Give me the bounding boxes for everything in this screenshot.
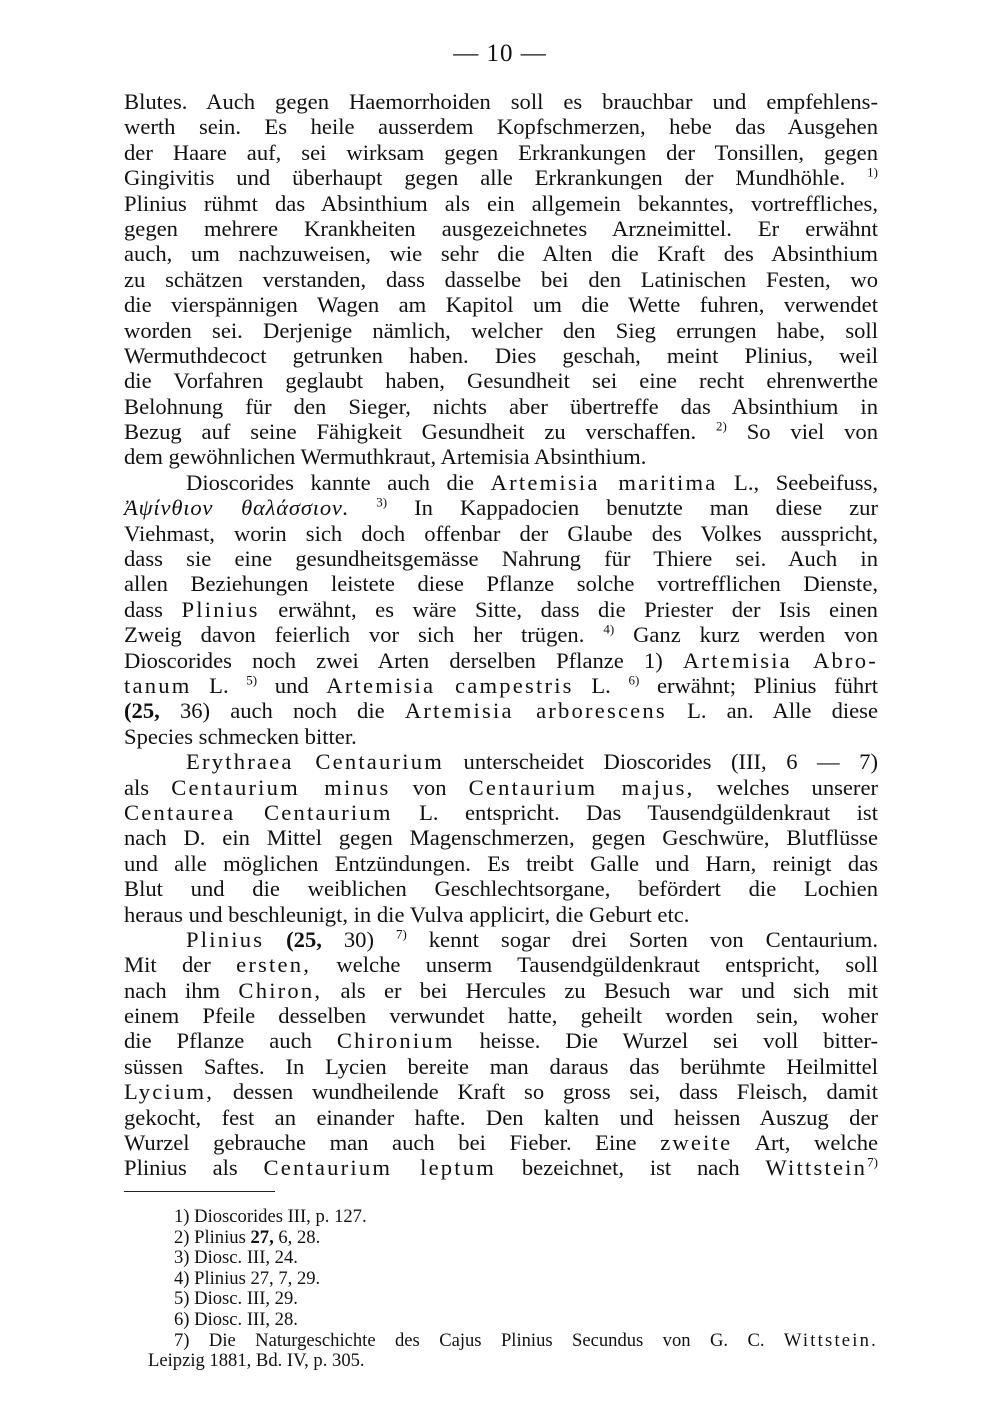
bold-number: 27, [250, 1226, 274, 1248]
footnote: 5) Diosc. III, 29. [174, 1288, 298, 1310]
text-line: Species schmecken bitter. [124, 723, 357, 749]
emphasis: zweite [660, 1130, 733, 1156]
author-name: Wittstein [765, 1155, 868, 1181]
text-line: Ἀψίνθιον θαλάσσιον. $^{3)}$ In Kappadocien benutzte man diese zur [124, 494, 878, 521]
footnote-continuation: Leipzig 1881, Bd. IV, p. 305. [148, 1350, 365, 1372]
footnote-divider [124, 1191, 275, 1192]
footnote: 2) Plinius 27, 6, 28. [174, 1226, 321, 1248]
text-line: dass sie eine gesundheitsgemässe Nahrung für Thiere sei. Auch in [124, 546, 878, 572]
footnote-ref: 5) [246, 672, 258, 688]
text-line: heraus und beschleunigt, in die Vulva applicirt, die Geburt etc. [124, 901, 690, 927]
author-name: Wittstein. [783, 1329, 878, 1351]
text-line: Viehmast, worin sich doch offenbar der Glaube des Volkes ausspricht, [124, 520, 878, 546]
main-text [124, 89, 878, 1181]
text-line: dem gewöhnlichen Wermuthkraut, Artemisia Absinthium. [124, 444, 647, 470]
species-name: Artemisia Abro- [683, 647, 878, 673]
text-line: der Haare auf, sei wirksam gegen Erkrankungen der Tonsillen, gegen [124, 139, 878, 165]
text-line: und alle möglichen Entzündungen. Es treibt Galle und Harn, reinigt das [124, 850, 878, 876]
text-line: tanum L. $^{5)}$ und Artemisia campestris L. $^{6)}$ erwähnt; Plinius führt [124, 672, 878, 698]
text-line: Plinius rühmt das Absinthium als ein allgemein bekanntes, vortreffliches, [124, 190, 878, 216]
footnote: 3) Diosc. III, 24. [174, 1247, 298, 1269]
text-line: die Pflanze auch Chironium heisse. Die Wurzel sei voll bitter- [124, 1028, 878, 1054]
text-line: zu schätzen verstanden, dass dasselbe bei den Latinischen Festen, wo [124, 266, 878, 292]
footnote-ref: 7) [395, 926, 407, 942]
species-name: Artemisia maritima [490, 469, 718, 495]
footnote: 4) Plinius 27, 7, 29. [174, 1267, 321, 1289]
footnotes [124, 1207, 878, 1372]
footnote: 1) Dioscorides III, p. 127. [174, 1206, 367, 1227]
footnote-ref: 2) [716, 418, 727, 434]
bold-number: (25, [286, 926, 322, 952]
footnote-ref: 7) [867, 1154, 878, 1170]
text-line: süssen Saftes. In Lycien bereite man daraus das berühmte Heilmittel [124, 1053, 878, 1079]
text-line: Mit der ersten, welche unserm Tausendgüldenkraut entspricht, soll [124, 952, 878, 978]
author-name: Plinius [186, 926, 265, 952]
species-name: Centaurium majus, [468, 774, 695, 800]
species-name: Centaurea Centaurium [124, 799, 393, 825]
species-name: tanum [124, 672, 192, 698]
footnote: 6) Diosc. III, 28. [174, 1308, 298, 1330]
text-line: nach ihm Chiron, als er bei Hercules zu Besuch war und sich mit [124, 977, 878, 1003]
footnote-ref: 4) [603, 621, 615, 637]
text-line: Gingivitis und überhaupt gegen alle Erkrankungen der Mundhöhle. $^{1)}$ [124, 164, 878, 191]
emphasis: Lycium, [124, 1079, 215, 1105]
emphasis: Chiron, [238, 977, 323, 1003]
text-line: Plinius (25, 30) $^{7)}$ kennt sogar drei Sorten von Centaurium. [186, 926, 878, 952]
emphasis: ersten, [236, 952, 312, 978]
text-line: Wermuthdecoct getrunken haben. Dies geschah, meint Plinius, weil [124, 342, 878, 368]
text-line: Plinius als Centaurium leptum bezeichnet, ist nach Wittstein$^{7)}$ [124, 1154, 878, 1181]
text-line: werth sein. Es heile ausserdem Kopfschmerzen, hebe das Ausgehen [124, 114, 878, 140]
text-line: nach D. ein Mittel gegen Magenschmerzen, gegen Geschwüre, Blutflüsse [124, 825, 878, 851]
text-line: auch, um nachzuweisen, wie sehr die Alten die Kraft des Absinthium [124, 241, 878, 267]
text-line: Lycium, dessen wundheilende Kraft so gross sei, dass Fleisch, damit [124, 1079, 878, 1105]
author-name: Plinius [181, 596, 260, 622]
text-line: als Centaurium minus von Centaurium majus, welches unserer [124, 774, 879, 800]
text-line: Wurzel gebrauche man auch bei Fieber. Eine zweite Art, welche [124, 1130, 879, 1156]
text-line: die Vorfahren geglaubt haben, Gesundheit sei eine recht ehrenwerthe [124, 368, 878, 394]
species-name: Centaurium minus [171, 774, 391, 800]
bold-number: (25, [124, 698, 160, 724]
species-name: Erythraea Centaurium [186, 749, 444, 775]
text-line: Dioscorides kannte auch die Artemisia maritima L., Seebeifuss, [186, 469, 878, 495]
text-line: Dioscorides noch zwei Arten derselben Pflanze 1) Artemisia Abro- [124, 647, 878, 673]
species-name: Artemisia campestris [326, 672, 574, 698]
text-line: dass Plinius erwähnt, es wäre Sitte, dass die Priester der Isis einen [124, 596, 878, 622]
text-line: (25, 36) auch noch die Artemisia arborescens L. an. Alle diese [124, 698, 878, 724]
text-line: Centaurea Centaurium L. entspricht. Das Tausendgüldenkraut ist [124, 799, 878, 825]
text-line: Blut und die weiblichen Geschlechtsorgane, befördert die Lochien [124, 876, 878, 902]
species-name: Centaurium leptum [263, 1155, 497, 1181]
footnote-ref: 3) [376, 494, 388, 510]
text-line: gegen mehrere Krankheiten ausgezeichnetes Arzneimittel. Er erwähnt [124, 215, 878, 241]
text-line: gekocht, fest an einander hafte. Den kalten und heissen Auszug der [124, 1104, 878, 1130]
footnote-ref: 6) [628, 672, 640, 688]
footnote: 7) Die Naturgeschichte des Cajus Plinius Secundus von G. C. Wittstein. [174, 1329, 878, 1351]
text-line: Belohnung für den Sieger, nichts aber übertreffe das Absinthium in [124, 393, 878, 419]
footnote-ref: 1) [867, 164, 878, 180]
text-line: Zweig davon feierlich vor sich her trügen. $^{4)}$ Ganz kurz werden von [124, 621, 879, 648]
greek-term: Ἀψίνθιον θαλάσσιον. [124, 495, 350, 521]
emphasis: Chironium [336, 1028, 455, 1054]
text-line: allen Beziehungen leistete diese Pflanze solche vortrefflichen Dienste, [124, 571, 878, 597]
text-line: Blutes. Auch gegen Haemorrhoiden soll es brauchbar und empfehlens- [124, 89, 878, 114]
text-line: worden sei. Derjenige nämlich, welcher den Sieg errungen habe, soll [124, 317, 878, 343]
species-name: Artemisia arborescens [404, 698, 667, 724]
text-line: Erythraea Centaurium unterscheidet Dioscorides (III, 6 — 7) [186, 749, 878, 775]
page-number: — 10 — [453, 40, 547, 67]
text-line: einem Pfeile desselben verwundet hatte, geheilt worden sein, woher [124, 1003, 878, 1029]
text-line: die vierspännigen Wagen am Kapitol um die Wette fuhren, verwendet [124, 292, 878, 318]
text-line: Bezug auf seine Fähigkeit Gesundheit zu verschaffen. $^{2)}$ So viel von [124, 418, 878, 445]
